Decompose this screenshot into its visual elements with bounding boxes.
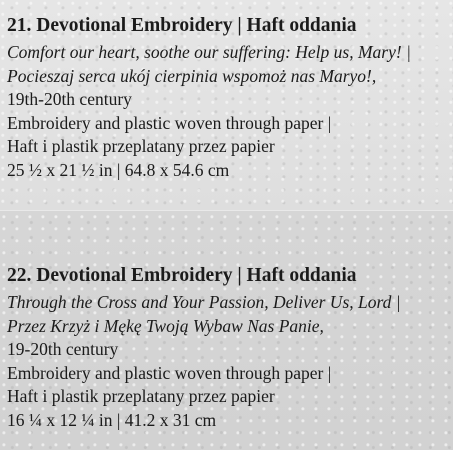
title-polish: Pocieszaj serca ukój cierpinia wspomoż nas Maryo!, bbox=[7, 65, 377, 86]
entry-heading: 22. Devotional Embroidery | Haft oddania bbox=[7, 265, 357, 286]
medium-english: Embroidery and plastic woven through paper | bbox=[7, 112, 332, 133]
title-english: Through the Cross and Your Passion, Deliver Us, Lord | bbox=[7, 292, 401, 312]
title-english: Comfort our heart, soothe our suffering: Help us, Mary! | bbox=[7, 42, 411, 62]
dimensions-text: 16 ¼ x 12 ¼ in | 41.2 x 31 cm bbox=[7, 409, 217, 430]
dimensions-text: 25 ½ x 21 ½ in | 64.8 x 54.6 cm bbox=[7, 159, 230, 180]
label-card-22 bbox=[0, 212, 453, 450]
label-card-21 bbox=[0, 0, 453, 212]
medium-polish: Haft i plastik przeplatany przez papier bbox=[7, 136, 275, 157]
medium-english: Embroidery and plastic woven through paper | bbox=[7, 362, 332, 383]
entry-heading: 21. Devotional Embroidery | Haft oddania bbox=[7, 15, 357, 36]
date-text: 19th-20th century bbox=[7, 89, 132, 110]
title-polish: Przez Krzyż i Mękę Twoją Wybaw Nas Panie, bbox=[7, 315, 324, 336]
medium-polish: Haft i plastik przeplatany przez papier bbox=[7, 386, 275, 407]
date-text: 19-20th century bbox=[7, 339, 119, 360]
